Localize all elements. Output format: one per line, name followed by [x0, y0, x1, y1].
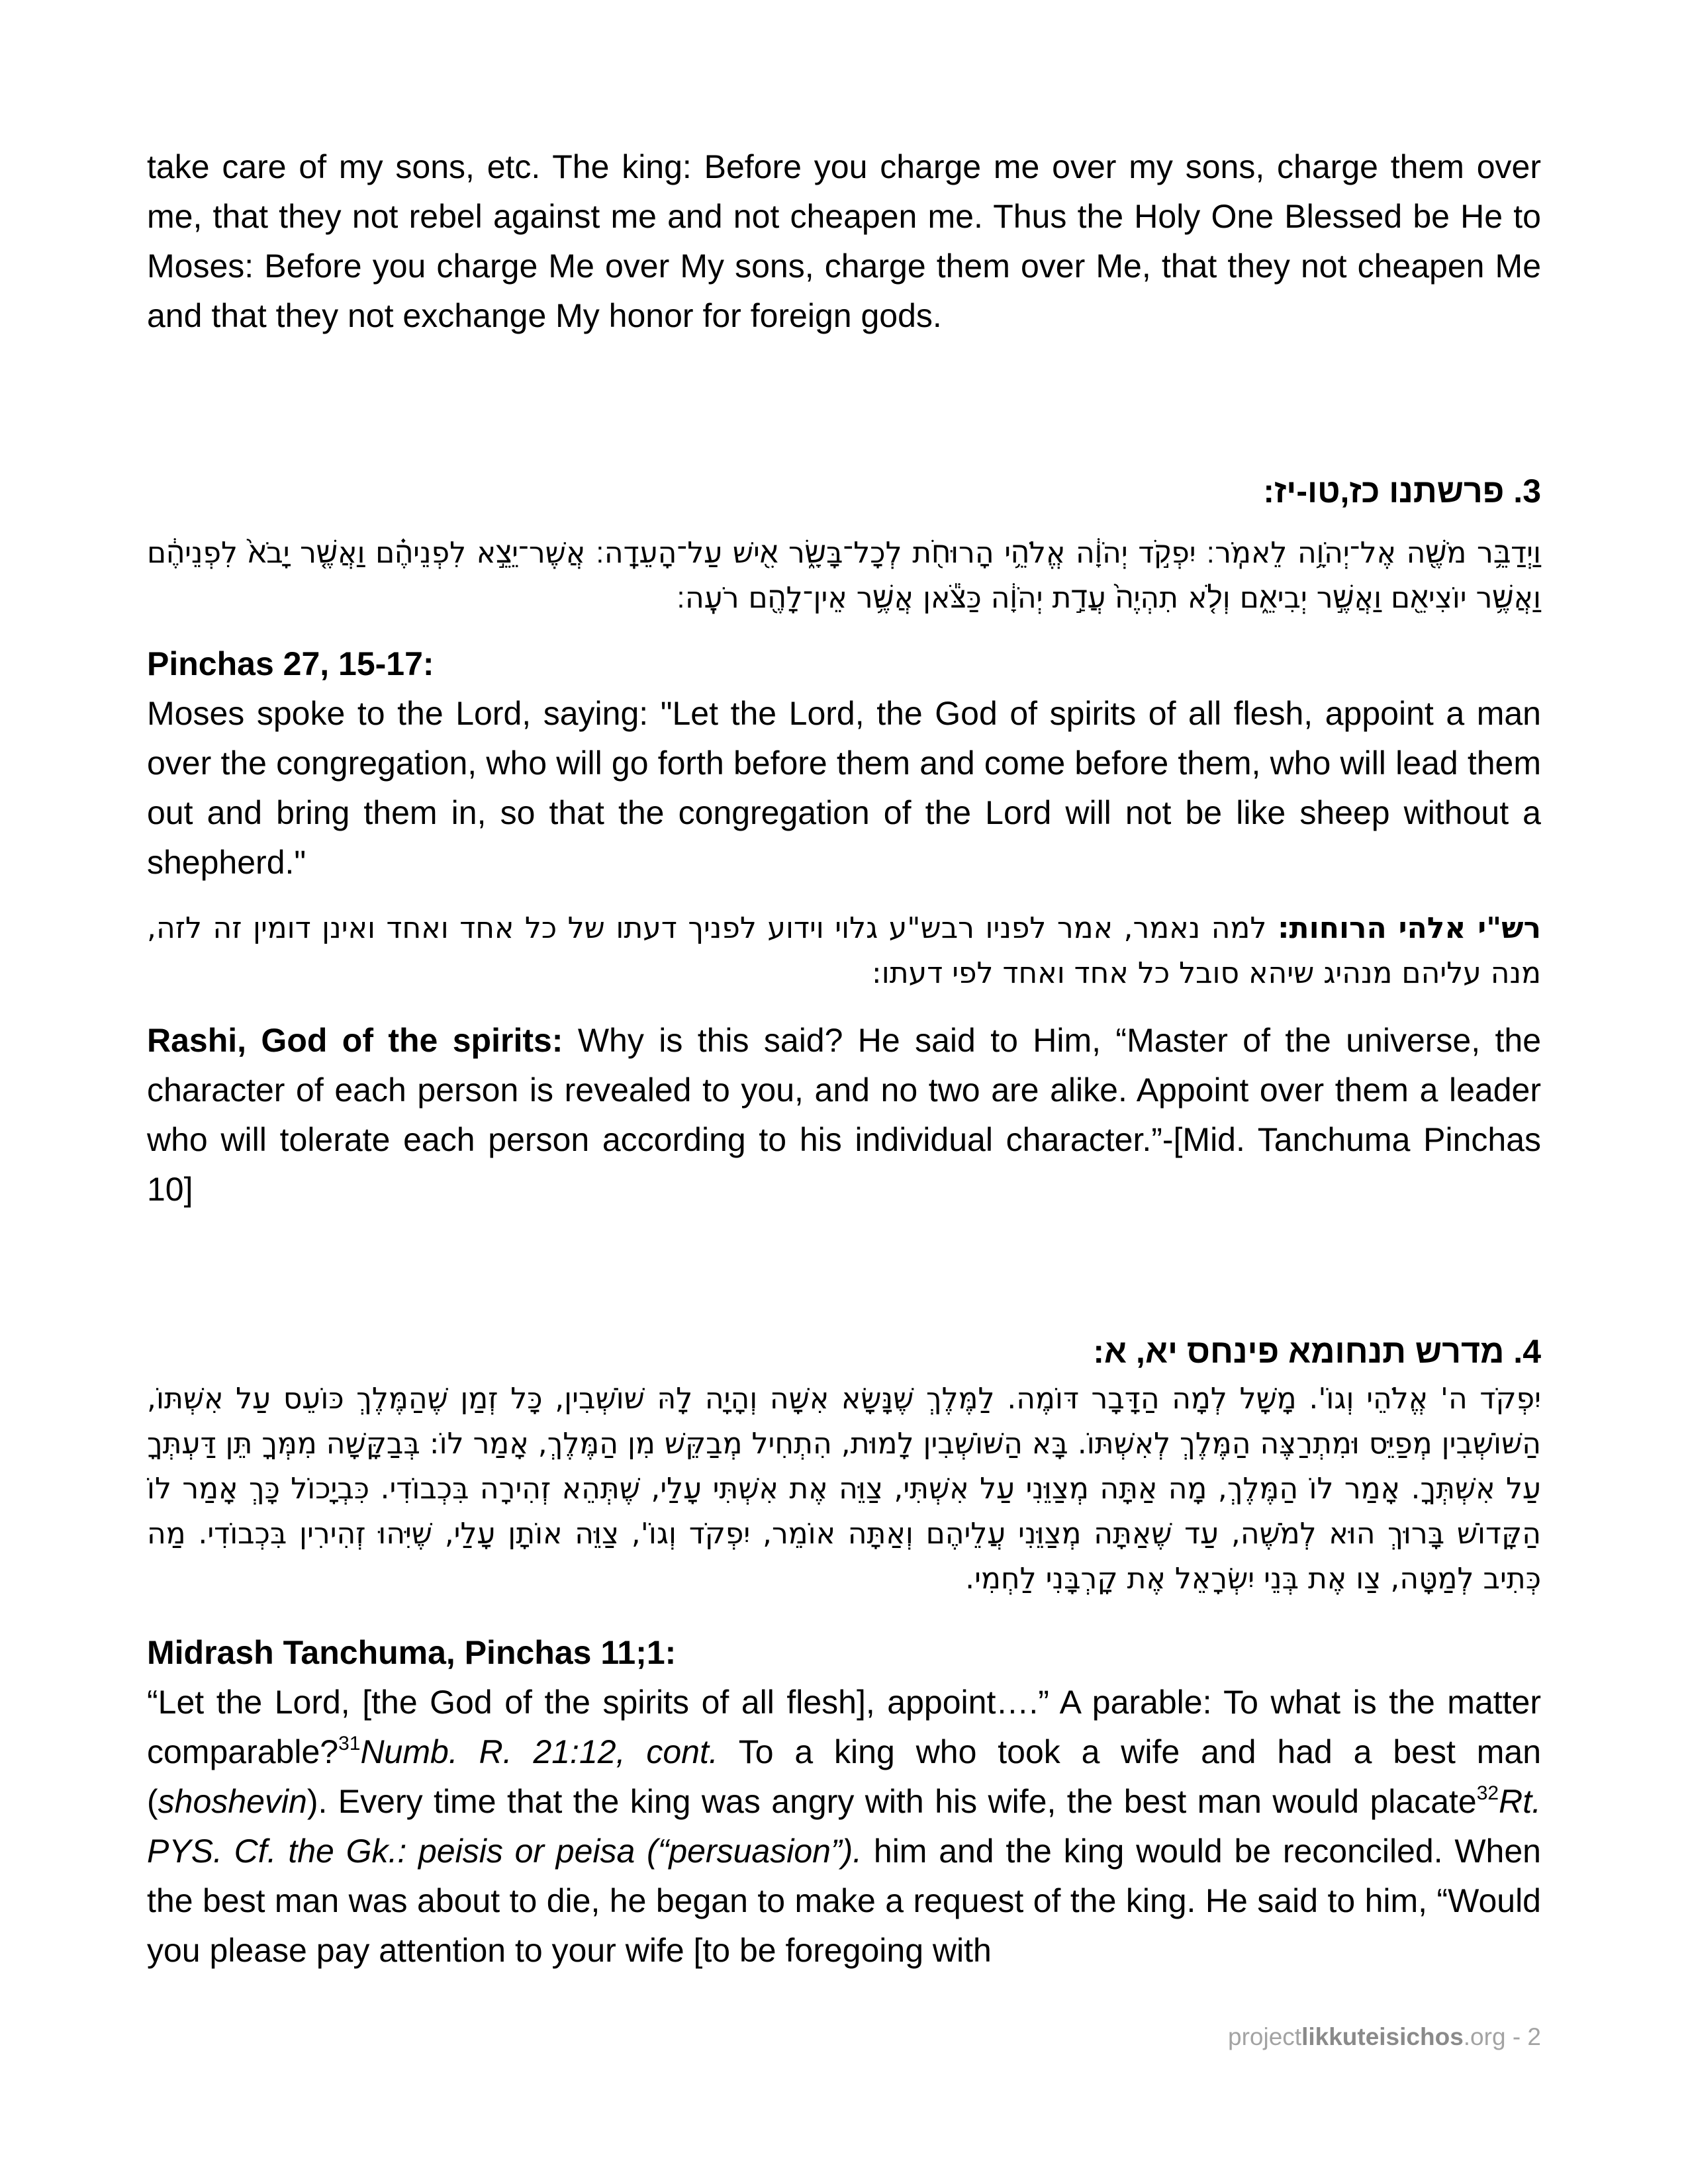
rashi-english	[147, 1016, 1541, 1214]
intro-paragraph: take care of my sons, etc. The king: Before you charge me over my sons, charge them over me, that they not rebel against me and not cheapen me. Thus the Holy One Blessed be He to Moses: Before you charge Me over My sons, charge them over Me, that they not cheapen Me and that they not exchange My honor for foreign gods.	[147, 148, 1541, 334]
section4-english-title: Midrash Tanchuma, Pinchas 11;1:	[147, 1634, 677, 1671]
document-page	[147, 142, 1541, 1976]
section4-english-part4: him and the king would be reconciled. When the best man was about to die, he began to make a request of the king. He said to him, “Would you please pay attention to your wife [to be foregoing with	[147, 1833, 1541, 1969]
footer-brand: likkuteisichos	[1301, 2023, 1464, 2050]
footer-suffix: .org - 2	[1463, 2023, 1541, 2050]
shoshevin-term: shoshevin	[158, 1783, 307, 1820]
section3-hebrew-text: וַיְדַבֵּ֥ר מֹשֶׁ֖ה אֶל־יְהֹוָ֥ה לֵאמֹֽר׃ יִפְקֹ֣ד יְהֹוָ֔ה אֱלֹהֵ֥י הָרוּחֹ֖ת לְכָל־בָּשָׂ֑ר אִ֖ישׁ עַל־הָעֵדָֽה׃ אֲשֶׁר־יֵצֵ֣א לִפְנֵיהֶ֗ם וַאֲשֶׁ֤ר יָבֹא֙ לִפְנֵיהֶ֔ם וַאֲשֶׁ֥ר יוֹצִיאֵ֖ם וַאֲשֶׁ֣ר יְבִיאֵ֑ם וְלֹ֤א תִהְיֶה֙ עֲדַ֣ת יְהֹוָ֔ה כַּצֹּ֕אן אֲשֶׁ֥ר אֵין־לָהֶ֖ם רֹעֶֽה׃	[147, 536, 1541, 615]
footnote-31-text: Numb. R. 21:12, cont.	[360, 1733, 718, 1770]
rashi-hebrew-label: רש"י אלהי הרוחות:	[1277, 911, 1542, 945]
section3-english-title: Pinchas 27, 15-17:	[147, 645, 434, 682]
section4-english-part2: To a king who took a wife and had a best man (	[147, 1733, 1541, 1820]
section3-english-text: Moses spoke to the Lord, saying: "Let the Lord, the God of spirits of all flesh, appoint a man over the congregation, who will go forth before them and come before them, who will lead them out and bring them in, so that the congregation of the Lord will not be like sheep without a shepherd."	[147, 695, 1541, 881]
footnote-32-number: 32	[1476, 1782, 1499, 1804]
rashi-english-text: Why is this said? He said to Him, “Master of the universe, the character of each person is revealed to you, and no two are alike. Appoint over them a leader who will tolerate each person according to his individual character.”-[Mid. Tanchuma Pinchas 10]	[147, 1022, 1542, 1208]
section4-english-text	[147, 1678, 1541, 1976]
page-footer	[1228, 2023, 1541, 2051]
section4-heading: 4. מדרש תנחומא פינחס יא, א:	[1093, 1333, 1541, 1370]
rashi-hebrew-text: למה נאמר, אמר לפניו רבש"ע גלוי וידוע לפניך דעתו של כל אחד ואחד ואינן דומין זה לזה, מנה עליהם מנהיג שיהא סובל כל אחד ואחד לפי דעתו:	[147, 911, 1541, 990]
rashi-english-label: Rashi, God of the spirits:	[147, 1022, 563, 1059]
footer-prefix: project	[1228, 2023, 1302, 2050]
section4-english-part1: “Let the Lord, [the God of the spirits of all flesh], appoint….” A parable: To what is the matter comparable?	[147, 1684, 1541, 1770]
section3-heading: 3. פרשתנו כז,טו-יז:	[1263, 473, 1541, 510]
footnote-31-number: 31	[338, 1733, 361, 1754]
footnote-32-text: Rt. PYS. Cf. the Gk.: peisis or peisa (“persuasion”).	[147, 1783, 1541, 1870]
rashi-hebrew	[147, 906, 1541, 996]
section4-english-part3: ). Every time that the king was angry with his wife, the best man would placate	[306, 1783, 1477, 1820]
section4-hebrew-text: יִפְקֹד ה' אֱלֹהֵי וְגוֹ'. מָשָׁל לְמָה הַדָּבָר דּוֹמֶה. לַמֶּלֶךְ שֶׁנָּשָׂא אִשָּׁה וְהָיָה לָהּ שׁוֹשְׁבִין, כָּל זְמַן שֶׁהַמֶּלֶךְ כּוֹעֵס עַל אִשְׁתּוֹ, הַשּׁוֹשְׁבִין מְפַיֵּס וּמִתְרַצֶּה הַמֶּלֶךְ לְאִשְׁתּוֹ. בָּא הַשּׁוֹשְׁבִין לָמוּת, הִתְחִיל מְבַקֵּשׁ מִן הַמֶּלֶךְ, אָמַר לוֹ: בְּבַקָּשָׁה מִמְּךָ תֵּן דַּעְתְּךָ עַל אִשְׁתְּךָ. אָמַר לוֹ הַמֶּלֶךְ, מָה אַתָּה מְצַוֵּנִי עַל אִשְׁתִּי, צַוֵּה אֶת אִשְׁתִּי עָלַי, שֶׁתְּהֵא זְהִירָה בִּכְבוֹדִי. כִּבְיָכוֹל כָּךְ אָמַר לוֹ הַקָּדוֹשׁ בָּרוּךְ הוּא לְמֹשֶׁה, עַד שֶׁאַתָּה מְצַוֵּנִי עֲלֵיהֶם וְאַתָּה אוֹמֵר, יִפְקֹד וְגוֹ', צַוֵּה אוֹתָן עָלַי, שֶׁיִּהוּ זְהִירִין בִּכְבוֹדִי. מַה כְּתִיב לְמַטָּה, צַו אֶת בְּנֵי יִשְׂרָאֵל אֶת קָרְבָּנִי לַחְמִי.	[146, 1382, 1541, 1596]
